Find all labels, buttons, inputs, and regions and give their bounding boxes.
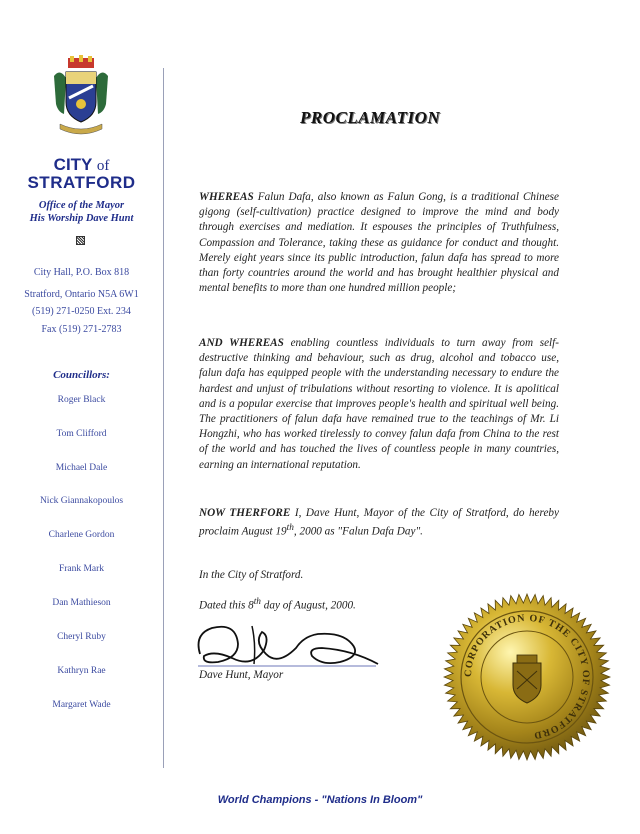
- now-therefore-paragraph: [199, 506, 559, 540]
- footer-motto-right: "Nations In Bloom": [321, 794, 423, 806]
- ordinal-suffix: th: [253, 597, 261, 607]
- fax-line: Fax (519) 271-2783: [41, 324, 122, 335]
- and-whereas-paragraph: [199, 336, 559, 473]
- city-name-line1: CITY of: [53, 155, 110, 174]
- address-line: City Hall, P.O. Box 818: [33, 267, 130, 278]
- in-city-line: In the City of Stratford.: [199, 569, 304, 581]
- dated-text: Dated this 8: [199, 599, 254, 612]
- councillors-heading: Councillors:: [53, 369, 110, 381]
- letterhead-sidebar: [0, 0, 163, 790]
- and-whereas-text: enabling countless individuals to turn away from self-destructive thinking and behaviour, such as drug, alcohol and tobacco use, falun dafa has equipped people with the understanding necessary to endure the hardest and unjust of tribulations without resorting to violence. It is apolitical and is a popular exercise that improves people's health and spiritual well being. The practitioners of falun dafa have remained true to the teachings of Mr. Li Hongzhi, who has worked tirelessly to convey falun dafa from China to the rest of the world and has touched the lives of countless people in many countries, earning an international reputation.: [199, 337, 559, 471]
- city-gold-seal: [443, 593, 611, 761]
- councillor-name: Dan Mathieson: [52, 598, 111, 608]
- office-title: Office of the Mayor: [38, 200, 125, 211]
- footer-motto: [0, 794, 640, 806]
- city-name-line2: STRATFORD: [27, 173, 136, 192]
- councillor-name: Margaret Wade: [52, 700, 111, 710]
- councillor-name: Roger Black: [57, 395, 106, 405]
- councillor-name: Nick Giannakopoulos: [39, 496, 124, 506]
- city-crest-logo: [50, 54, 112, 140]
- whereas-text: Falun Dafa, also known as Falun Gong, is a traditional Chinese gigong (self-cultivation) practice designed to improve the mind and body through exercises and mediation. It espouses the principles of Truthfulness, Compassion and Tolerance, taking these as guidance for conduct and thought. Merely eight years since its public introduction, falun dafa has spread to more than forty countries around the world and has brought healthier physical and mental benefits to more than one hundred million people;: [199, 191, 559, 295]
- councillor-name: Kathryn Rae: [57, 666, 106, 676]
- phone-line: (519) 271-0250 Ext. 234: [32, 306, 131, 317]
- now-therefore-text: I, Dave Hunt, Mayor of the City of Stratford, do hereby proclaim August 19: [199, 507, 559, 538]
- councillor-name: Michael Dale: [55, 463, 108, 473]
- footer-motto-left: World Champions -: [217, 794, 322, 806]
- mayor-signature: [192, 614, 382, 674]
- now-therefore-lead: NOW THERFORE: [199, 507, 291, 519]
- ordinal-suffix: th: [286, 523, 294, 534]
- ornament-bullet: [76, 236, 85, 245]
- dated-line: [199, 597, 356, 612]
- now-therefore-text-end: , 2000 as "Falun Dafa Day".: [293, 525, 423, 538]
- dated-text-end: day of August, 2000.: [260, 599, 356, 612]
- sidebar-divider: [163, 68, 164, 768]
- and-whereas-lead: AND WHEREAS: [199, 337, 284, 349]
- councillor-name: Cheryl Ruby: [57, 632, 106, 642]
- councillor-name: Tom Clifford: [56, 429, 107, 439]
- councillor-name: Charlene Gordon: [48, 530, 115, 540]
- mayor-name: His Worship Dave Hunt: [29, 213, 134, 224]
- whereas-paragraph: [199, 190, 559, 296]
- seal-text: CORPORATION OF THE CITY OF STRATFORD: [462, 612, 592, 741]
- councillor-name: Frank Mark: [58, 564, 105, 574]
- address-line: Stratford, Ontario N5A 6W1: [24, 289, 139, 300]
- whereas-lead: WHEREAS: [199, 191, 254, 203]
- signatory-name: Dave Hunt, Mayor: [199, 669, 284, 681]
- page-title: PROCLAMATION: [300, 108, 441, 127]
